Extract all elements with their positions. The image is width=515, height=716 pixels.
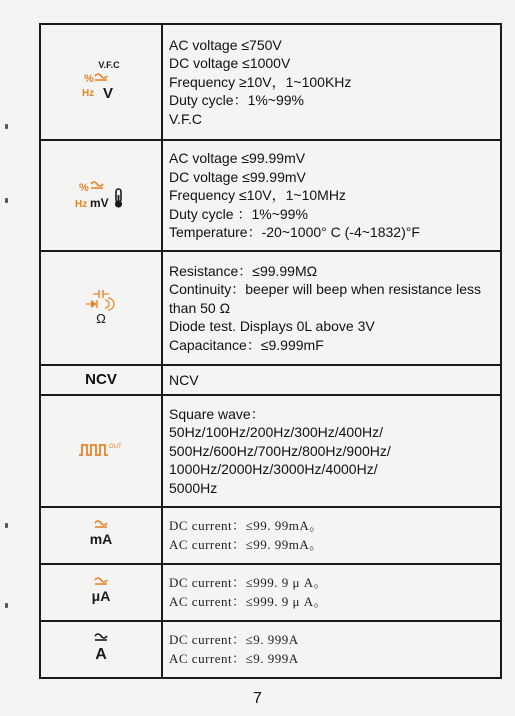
milliamp-icon bbox=[84, 518, 118, 548]
desc-line: Frequency ≥10V，1~100KHz bbox=[169, 73, 352, 90]
svg-text:OUT: OUT bbox=[109, 443, 122, 450]
desc-line: Resistance：≤99.99MΩ bbox=[169, 262, 318, 279]
desc-line: DC voltage ≤1000V bbox=[169, 55, 291, 72]
desc-line: DC current：≤999. 9 μ A。 bbox=[169, 575, 328, 590]
table-row bbox=[40, 395, 501, 507]
ncv-icon: NCV bbox=[85, 371, 117, 388]
svg-text:mA: mA bbox=[89, 531, 113, 547]
svg-text:mV: mV bbox=[90, 196, 109, 210]
amp-icon bbox=[84, 631, 118, 663]
desc-line: Frequency ≤10V，1~10MHz bbox=[169, 187, 346, 204]
desc-line: Duty cycle：1%~99% bbox=[169, 92, 305, 109]
ncv-description bbox=[162, 365, 501, 395]
margin-mark bbox=[5, 198, 8, 203]
square-wave-icon bbox=[78, 439, 124, 459]
ncv-symbol-cell bbox=[40, 365, 162, 395]
margin-mark bbox=[5, 603, 8, 608]
resistance-symbol-cell bbox=[40, 251, 162, 365]
desc-line: V.F.C bbox=[169, 110, 202, 127]
svg-text:%: % bbox=[79, 182, 89, 194]
desc-line: Duty cycle ：1%~99% bbox=[169, 205, 308, 222]
mv-thermometer-icon bbox=[73, 173, 129, 213]
ua-description bbox=[162, 564, 501, 621]
square-wave-description bbox=[162, 395, 501, 507]
table-row bbox=[40, 140, 501, 251]
table-row bbox=[40, 621, 501, 678]
desc-line: 5000Hz bbox=[169, 479, 218, 496]
resistance-description bbox=[162, 251, 501, 365]
microamp-icon bbox=[84, 575, 118, 605]
desc-line: DC voltage ≤99.99mV bbox=[169, 168, 306, 185]
vfc-icon bbox=[81, 58, 121, 102]
resistance-diode-icon bbox=[81, 286, 121, 326]
desc-line: Capacitance：≤9.999mF bbox=[169, 336, 324, 353]
desc-line: Temperature：-20~1000° C (-4~1832)°F bbox=[169, 224, 420, 241]
svg-text:Ω: Ω bbox=[96, 310, 106, 326]
table-row bbox=[40, 251, 501, 365]
vfc-symbol-cell bbox=[40, 24, 162, 140]
svg-text:A: A bbox=[95, 646, 107, 663]
margin-mark bbox=[5, 124, 8, 129]
table-row bbox=[40, 365, 501, 395]
desc-line: 1000Hz/2000Hz/3000Hz/4000Hz/ bbox=[169, 461, 378, 478]
ma-symbol-cell bbox=[40, 507, 162, 564]
ma-description bbox=[162, 507, 501, 564]
amp-symbol-cell bbox=[40, 621, 162, 678]
table-row bbox=[40, 564, 501, 621]
mv-symbol-cell bbox=[40, 140, 162, 251]
vfc-icon-label: V.F.C bbox=[98, 59, 120, 70]
desc-line: Square wave： bbox=[169, 405, 265, 422]
page-number: 7 bbox=[253, 690, 262, 707]
desc-line: NCV bbox=[169, 371, 199, 388]
margin-mark bbox=[5, 523, 8, 528]
table-row bbox=[40, 507, 501, 564]
desc-line: AC current：≤9. 999A bbox=[169, 650, 299, 666]
amp-description bbox=[162, 621, 501, 678]
square-wave-symbol-cell bbox=[40, 395, 162, 507]
svg-text:μA: μA bbox=[91, 588, 111, 604]
desc-line: AC current：≤99. 99mA。 bbox=[169, 536, 323, 552]
vfc-description bbox=[162, 24, 501, 140]
desc-line: DC current：≤99. 99mA。 bbox=[169, 518, 323, 533]
desc-line: AC voltage ≤750V bbox=[169, 36, 282, 53]
desc-line: AC voltage ≤99.99mV bbox=[169, 150, 306, 167]
desc-line: DC current：≤9. 999A bbox=[169, 632, 299, 647]
svg-text:V: V bbox=[103, 84, 114, 102]
desc-line: AC current：≤999. 9 μ A。 bbox=[169, 593, 328, 609]
table-row bbox=[40, 24, 501, 140]
svg-text:Hz: Hz bbox=[75, 199, 88, 210]
svg-text:%: % bbox=[84, 72, 94, 85]
desc-line: Diode test. Displays 0L above 3V bbox=[169, 318, 375, 335]
mv-description bbox=[162, 140, 501, 251]
ua-symbol-cell bbox=[40, 564, 162, 621]
desc-line: 50Hz/100Hz/200Hz/300Hz/400Hz/ bbox=[169, 424, 384, 441]
desc-line: 500Hz/600Hz/700Hz/800Hz/900Hz/ bbox=[169, 442, 391, 459]
function-table bbox=[39, 23, 502, 679]
svg-text:Hz: Hz bbox=[82, 87, 95, 99]
desc-line: Continuity：beeper will beep when resistance less than 50 Ω bbox=[169, 281, 482, 316]
